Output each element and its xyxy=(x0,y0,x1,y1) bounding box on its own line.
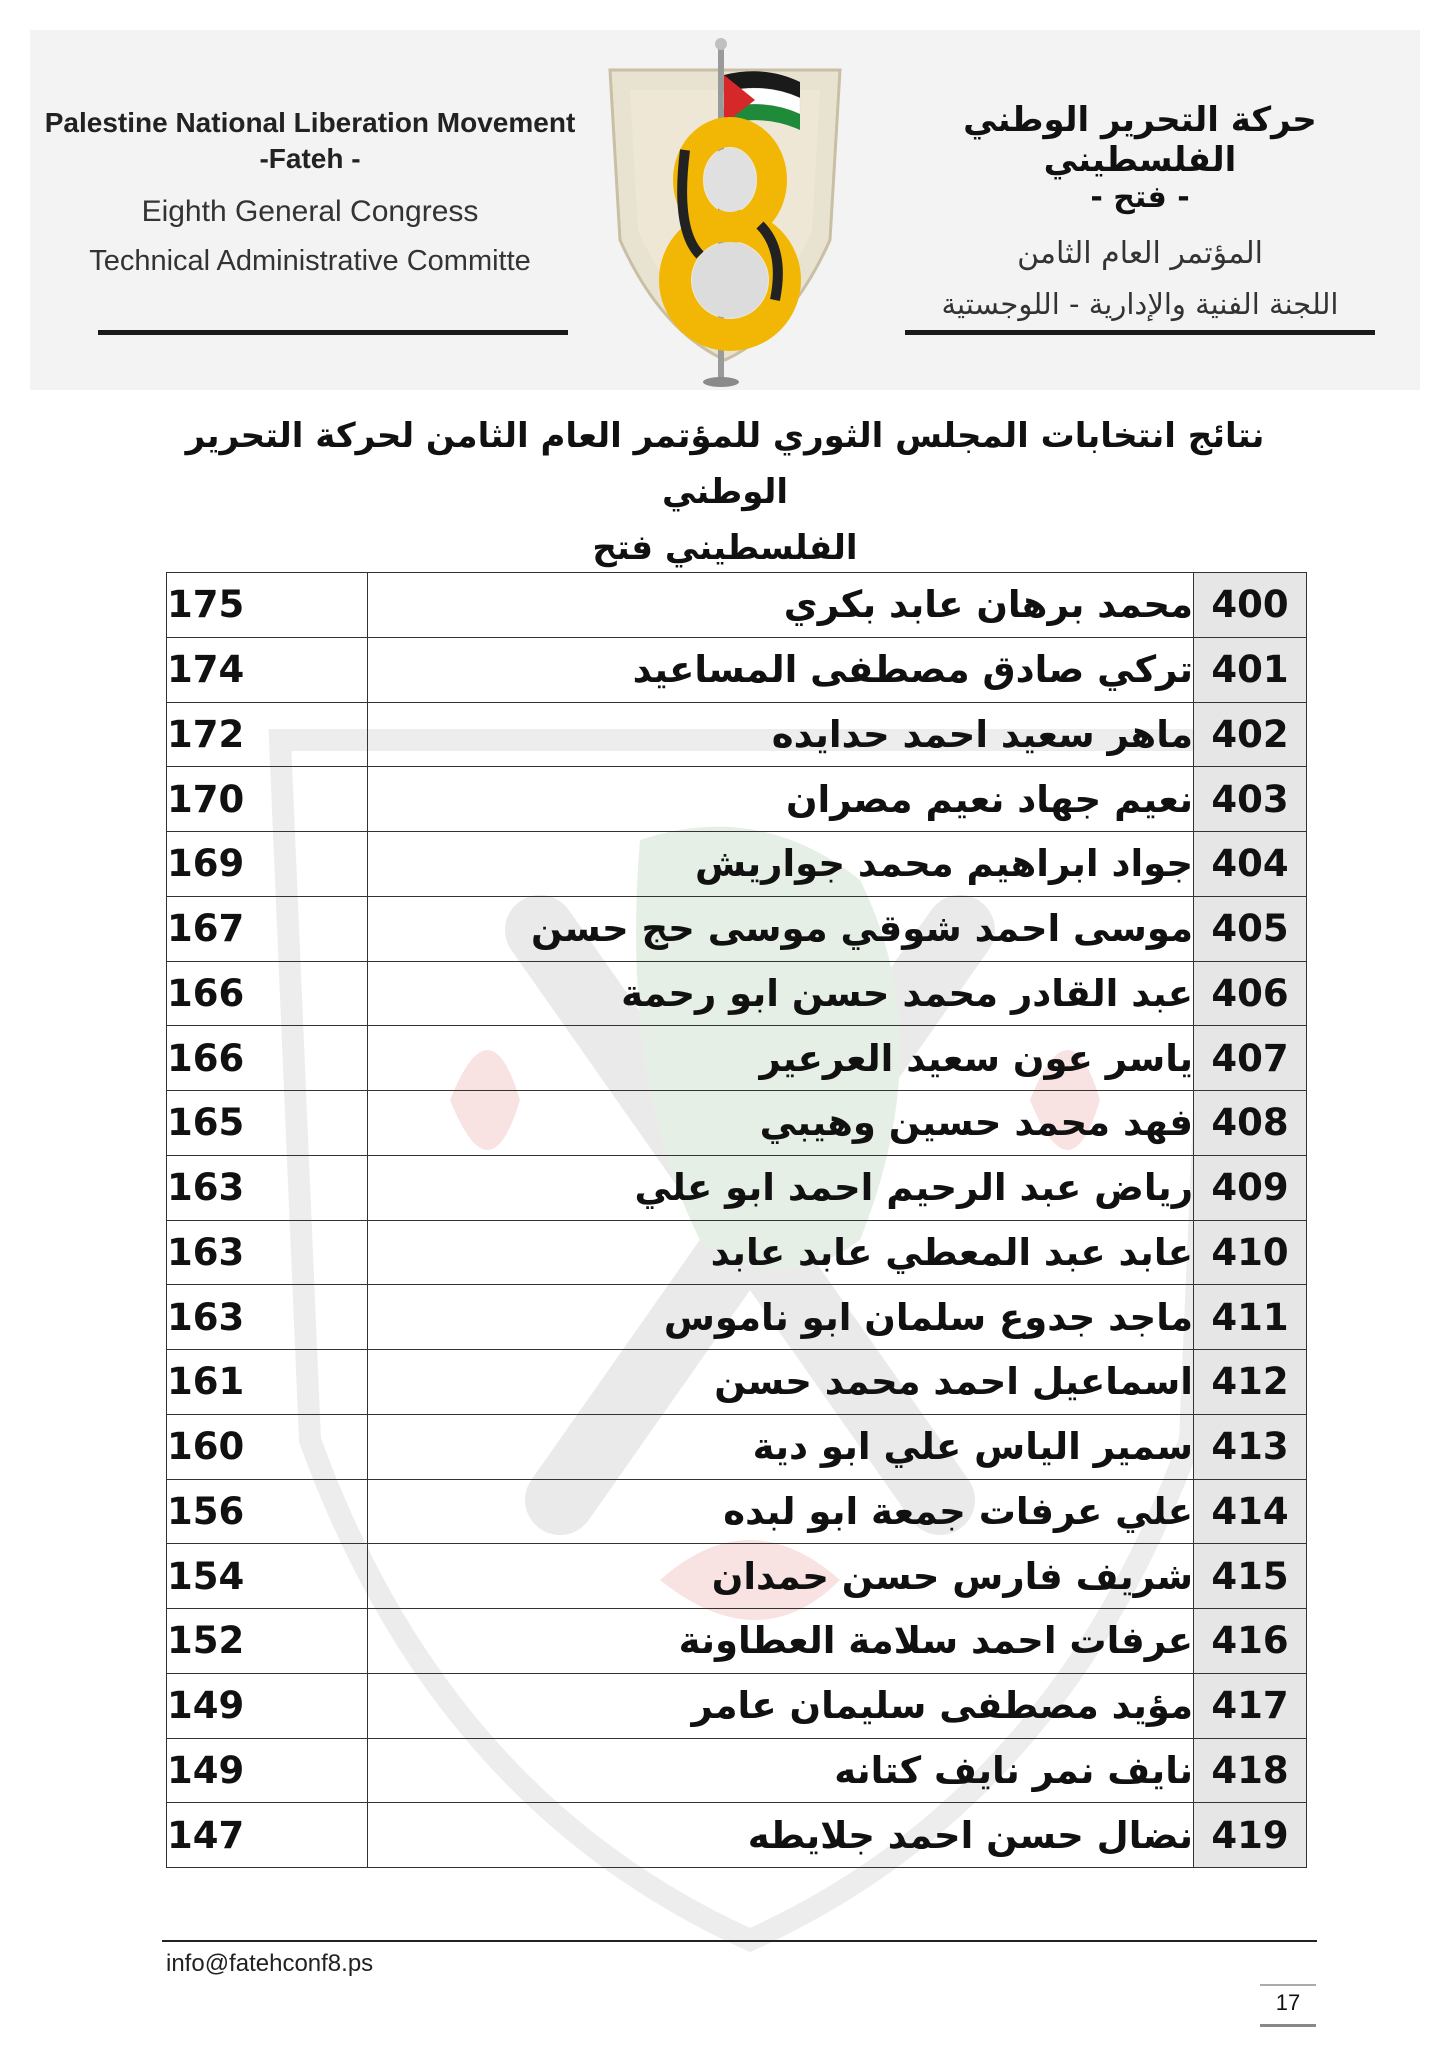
vote-count: 152 xyxy=(167,1609,368,1674)
results-table xyxy=(166,572,1307,1868)
row-number: 410 xyxy=(1194,1220,1307,1285)
vote-count: 154 xyxy=(167,1544,368,1609)
candidate-name: عابد عبد المعطي عابد عابد xyxy=(368,1220,1194,1285)
table-row xyxy=(167,1803,1307,1868)
row-number: 411 xyxy=(1194,1285,1307,1350)
vote-count: 163 xyxy=(167,1220,368,1285)
vote-count: 163 xyxy=(167,1155,368,1220)
vote-count: 169 xyxy=(167,832,368,897)
table-row xyxy=(167,1738,1307,1803)
table-row xyxy=(167,1155,1307,1220)
vote-count: 174 xyxy=(167,637,368,702)
header-english xyxy=(40,105,580,278)
title-line-1: نتائج انتخابات المجلس الثوري للمؤتمر العام الثامن لحركة التحرير الوطني xyxy=(185,416,1265,512)
org-short-ar: - فتح - xyxy=(1090,180,1190,215)
row-number: 415 xyxy=(1194,1544,1307,1609)
row-number: 414 xyxy=(1194,1479,1307,1544)
candidate-name: نضال حسن احمد جلايطه xyxy=(368,1803,1194,1868)
org-short-en: -Fateh - xyxy=(259,143,361,174)
table-row xyxy=(167,832,1307,897)
vote-count: 166 xyxy=(167,1026,368,1091)
table-row xyxy=(167,961,1307,1026)
candidate-name: رياض عبد الرحيم احمد ابو علي xyxy=(368,1155,1194,1220)
candidate-name: موسى احمد شوقي موسى حج حسن xyxy=(368,896,1194,961)
candidate-name: نعيم جهاد نعيم مصران xyxy=(368,767,1194,832)
row-number: 409 xyxy=(1194,1155,1307,1220)
congress-name-en: Eighth General Congress xyxy=(141,195,479,228)
vote-count: 165 xyxy=(167,1091,368,1156)
candidate-name: شريف فارس حسن حمدان xyxy=(368,1544,1194,1609)
header-divider-right xyxy=(905,330,1375,335)
row-number: 419 xyxy=(1194,1803,1307,1868)
candidate-name: علي عرفات جمعة ابو لبده xyxy=(368,1479,1194,1544)
vote-count: 167 xyxy=(167,896,368,961)
candidate-name: جواد ابراهيم محمد جواريش xyxy=(368,832,1194,897)
vote-count: 147 xyxy=(167,1803,368,1868)
row-number: 401 xyxy=(1194,637,1307,702)
table-row xyxy=(167,1091,1307,1156)
vote-count: 149 xyxy=(167,1673,368,1738)
row-number: 400 xyxy=(1194,573,1307,638)
page-title xyxy=(160,408,1290,576)
row-number: 404 xyxy=(1194,832,1307,897)
table-row xyxy=(167,1544,1307,1609)
candidate-name: مؤيد مصطفى سليمان عامر xyxy=(368,1673,1194,1738)
committee-name-ar: اللجنة الفنية والإدارية - اللوجستية xyxy=(941,287,1339,321)
congress-emblem-logo xyxy=(590,30,860,390)
candidate-name: فهد محمد حسين وهيبي xyxy=(368,1091,1194,1156)
table-row xyxy=(167,573,1307,638)
row-number: 405 xyxy=(1194,896,1307,961)
table-row xyxy=(167,896,1307,961)
vote-count: 163 xyxy=(167,1285,368,1350)
row-number: 416 xyxy=(1194,1609,1307,1674)
contact-email: info@fatehconf8.ps xyxy=(166,1950,374,1977)
table-row xyxy=(167,1609,1307,1674)
org-name-en: Palestine National Liberation Movement xyxy=(44,107,576,138)
table-row xyxy=(167,1479,1307,1544)
table-row xyxy=(167,1414,1307,1479)
row-number: 413 xyxy=(1194,1414,1307,1479)
org-name-ar: حركة التحرير الوطني الفلسطيني xyxy=(963,100,1317,180)
table-row xyxy=(167,767,1307,832)
congress-name-ar: المؤتمر العام الثامن xyxy=(1017,236,1263,271)
vote-count: 166 xyxy=(167,961,368,1026)
table-row xyxy=(167,702,1307,767)
vote-count: 156 xyxy=(167,1479,368,1544)
footer-divider xyxy=(162,1940,1317,1942)
candidate-name: ماهر سعيد احمد حدايده xyxy=(368,702,1194,767)
row-number: 407 xyxy=(1194,1026,1307,1091)
row-number: 403 xyxy=(1194,767,1307,832)
candidate-name: عبد القادر محمد حسن ابو رحمة xyxy=(368,961,1194,1026)
candidate-name: سمير الياس علي ابو دية xyxy=(368,1414,1194,1479)
vote-count: 172 xyxy=(167,702,368,767)
vote-count: 175 xyxy=(167,573,368,638)
page-number-top-rule xyxy=(1260,1984,1316,1986)
table-row xyxy=(167,1673,1307,1738)
page-number: 17 xyxy=(1275,1990,1301,2015)
table-row xyxy=(167,1220,1307,1285)
table-row xyxy=(167,1285,1307,1350)
table-row xyxy=(167,1026,1307,1091)
table-row xyxy=(167,1350,1307,1415)
row-number: 408 xyxy=(1194,1091,1307,1156)
candidate-name: تركي صادق مصطفى المساعيد xyxy=(368,637,1194,702)
vote-count: 149 xyxy=(167,1738,368,1803)
title-line-2: الفلسطيني فتح xyxy=(592,528,858,568)
table-row xyxy=(167,637,1307,702)
row-number: 406 xyxy=(1194,961,1307,1026)
candidate-name: عرفات احمد سلامة العطاونة xyxy=(368,1609,1194,1674)
vote-count: 161 xyxy=(167,1350,368,1415)
row-number: 402 xyxy=(1194,702,1307,767)
header-arabic xyxy=(890,100,1390,321)
row-number: 417 xyxy=(1194,1673,1307,1738)
vote-count: 160 xyxy=(167,1414,368,1479)
row-number: 412 xyxy=(1194,1350,1307,1415)
row-number: 418 xyxy=(1194,1738,1307,1803)
candidate-name: ياسر عون سعيد العرعير xyxy=(368,1026,1194,1091)
candidate-name: محمد برهان عابد بكري xyxy=(368,573,1194,638)
header-divider-left xyxy=(98,330,568,335)
candidate-name: اسماعيل احمد محمد حسن xyxy=(368,1350,1194,1415)
vote-count: 170 xyxy=(167,767,368,832)
candidate-name: نايف نمر نايف كتانه xyxy=(368,1738,1194,1803)
committee-name-en: Technical Administrative Committe xyxy=(89,245,531,277)
candidate-name: ماجد جدوع سلمان ابو ناموس xyxy=(368,1285,1194,1350)
page-number-bottom-rule xyxy=(1260,2024,1316,2027)
